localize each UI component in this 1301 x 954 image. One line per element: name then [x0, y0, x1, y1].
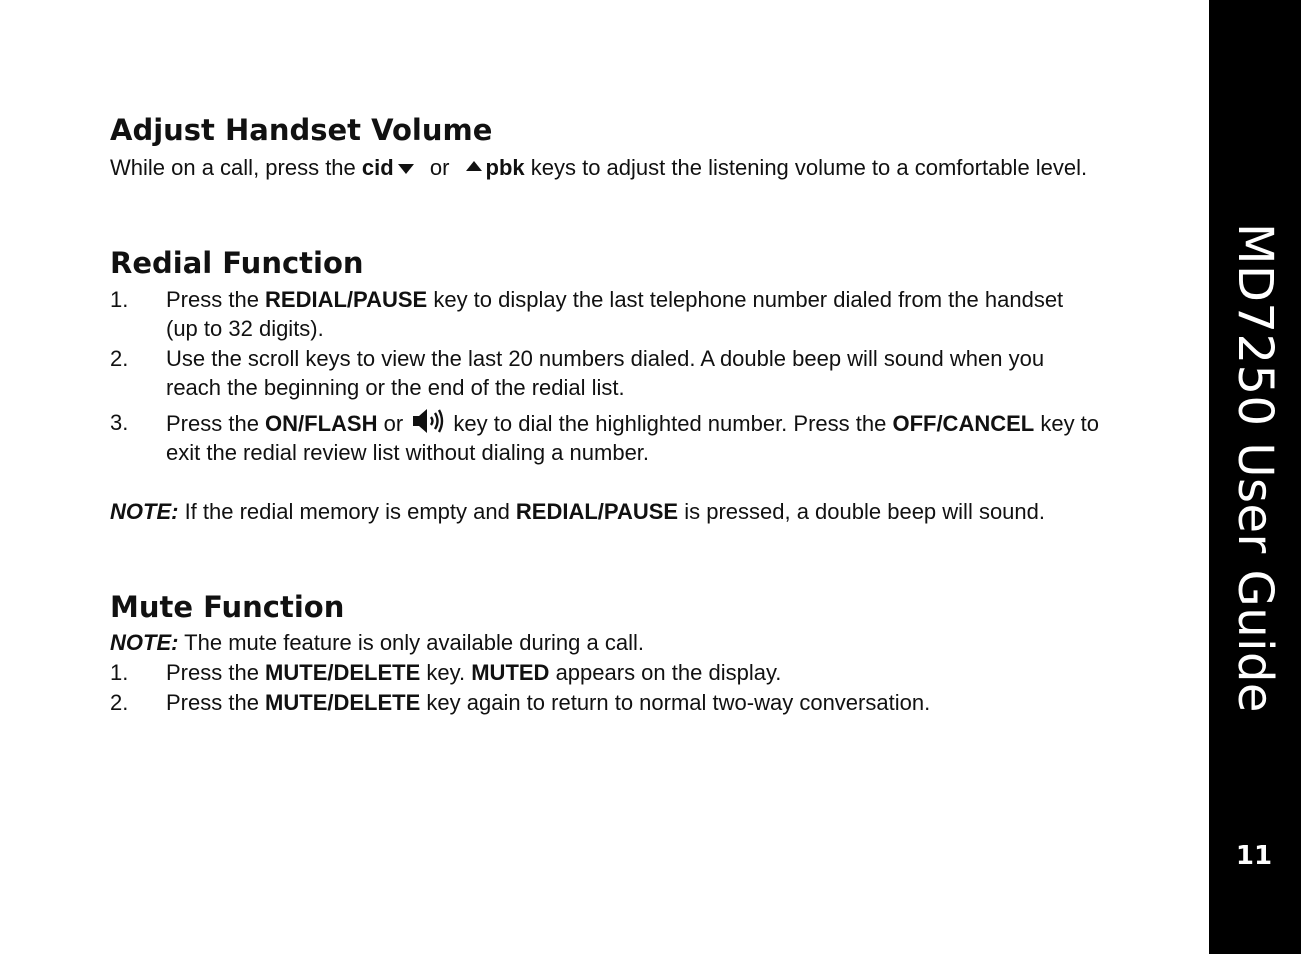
step-text-part: Press the	[166, 411, 266, 436]
speakerphone-icon	[411, 408, 445, 434]
list-item	[110, 658, 1100, 687]
step-text-part: Press the	[166, 660, 266, 685]
display-muted: MUTED	[471, 660, 550, 685]
key-redial-pause: REDIAL/PAUSE	[515, 499, 679, 524]
step-text	[166, 688, 1100, 717]
note-text: If the redial memory is empty and	[178, 499, 516, 524]
step-text	[166, 408, 1100, 467]
key-pbk: pbk	[485, 155, 525, 180]
volume-text-or: or	[429, 155, 450, 180]
step-number: 1.	[110, 287, 129, 312]
step-text-part: Press the	[166, 690, 266, 715]
section-title-mute: Mute Function	[110, 590, 345, 624]
volume-text-1: While on a call, press the	[110, 155, 362, 180]
step-number: 2.	[110, 346, 129, 371]
list-item	[110, 285, 1100, 343]
note-label: NOTE:	[110, 499, 179, 524]
key-on-flash: ON/FLASH	[265, 411, 378, 436]
mute-note	[110, 628, 1100, 658]
note-text: is pressed, a double beep will sound.	[678, 499, 1045, 524]
list-item	[110, 408, 1100, 467]
key-mute-delete: MUTE/DELETE	[265, 690, 421, 715]
section-title-volume: Adjust Handset Volume	[110, 113, 493, 147]
step-text	[166, 344, 1100, 402]
section-title-redial: Redial Function	[110, 246, 364, 280]
step-number: 1.	[110, 660, 129, 685]
note-label: NOTE:	[110, 630, 179, 655]
note-text: The mute feature is only available during a call.	[178, 630, 644, 655]
step-text	[166, 285, 1100, 343]
step-text-part: key again to return to normal two-way conversation.	[420, 690, 931, 715]
step-text-part: key to display the last telephone number dialed from the handset (up to 32 digits).	[166, 287, 1064, 341]
triangle-up-icon	[466, 161, 482, 171]
step-text	[166, 658, 1100, 687]
key-mute-delete: MUTE/DELETE	[265, 660, 421, 685]
key-redial-pause: REDIAL/PAUSE	[265, 287, 428, 312]
step-text-part: Use the scroll keys to view the last 20 numbers dialed. A double beep will sound when you reach the beginning or the end of the redial list.	[166, 346, 1045, 400]
step-number: 2.	[110, 690, 129, 715]
redial-note	[110, 497, 1100, 527]
triangle-down-icon	[398, 164, 414, 174]
volume-paragraph	[110, 153, 1100, 183]
key-off-cancel: OFF/CANCEL	[892, 411, 1035, 436]
guide-title: MD7250 User Guide	[1227, 223, 1283, 713]
step-text-part: key to dial the highlighted number. Press the	[447, 411, 893, 436]
step-text-part: appears on the display.	[549, 660, 782, 685]
sidebar-tab	[1209, 0, 1301, 954]
step-text-part: Press the	[166, 287, 266, 312]
step-number: 3.	[110, 410, 129, 435]
page-number: 11	[1235, 841, 1273, 871]
key-cid: cid	[361, 155, 394, 180]
step-text-part: or	[377, 411, 410, 436]
list-item	[110, 688, 1100, 717]
step-text-part: key.	[420, 660, 472, 685]
list-item	[110, 344, 1100, 402]
volume-text-2: keys to adjust the listening volume to a comfortable level.	[524, 155, 1088, 180]
step-text-part: key to exit the redial review list without dialing a number.	[166, 411, 1100, 465]
